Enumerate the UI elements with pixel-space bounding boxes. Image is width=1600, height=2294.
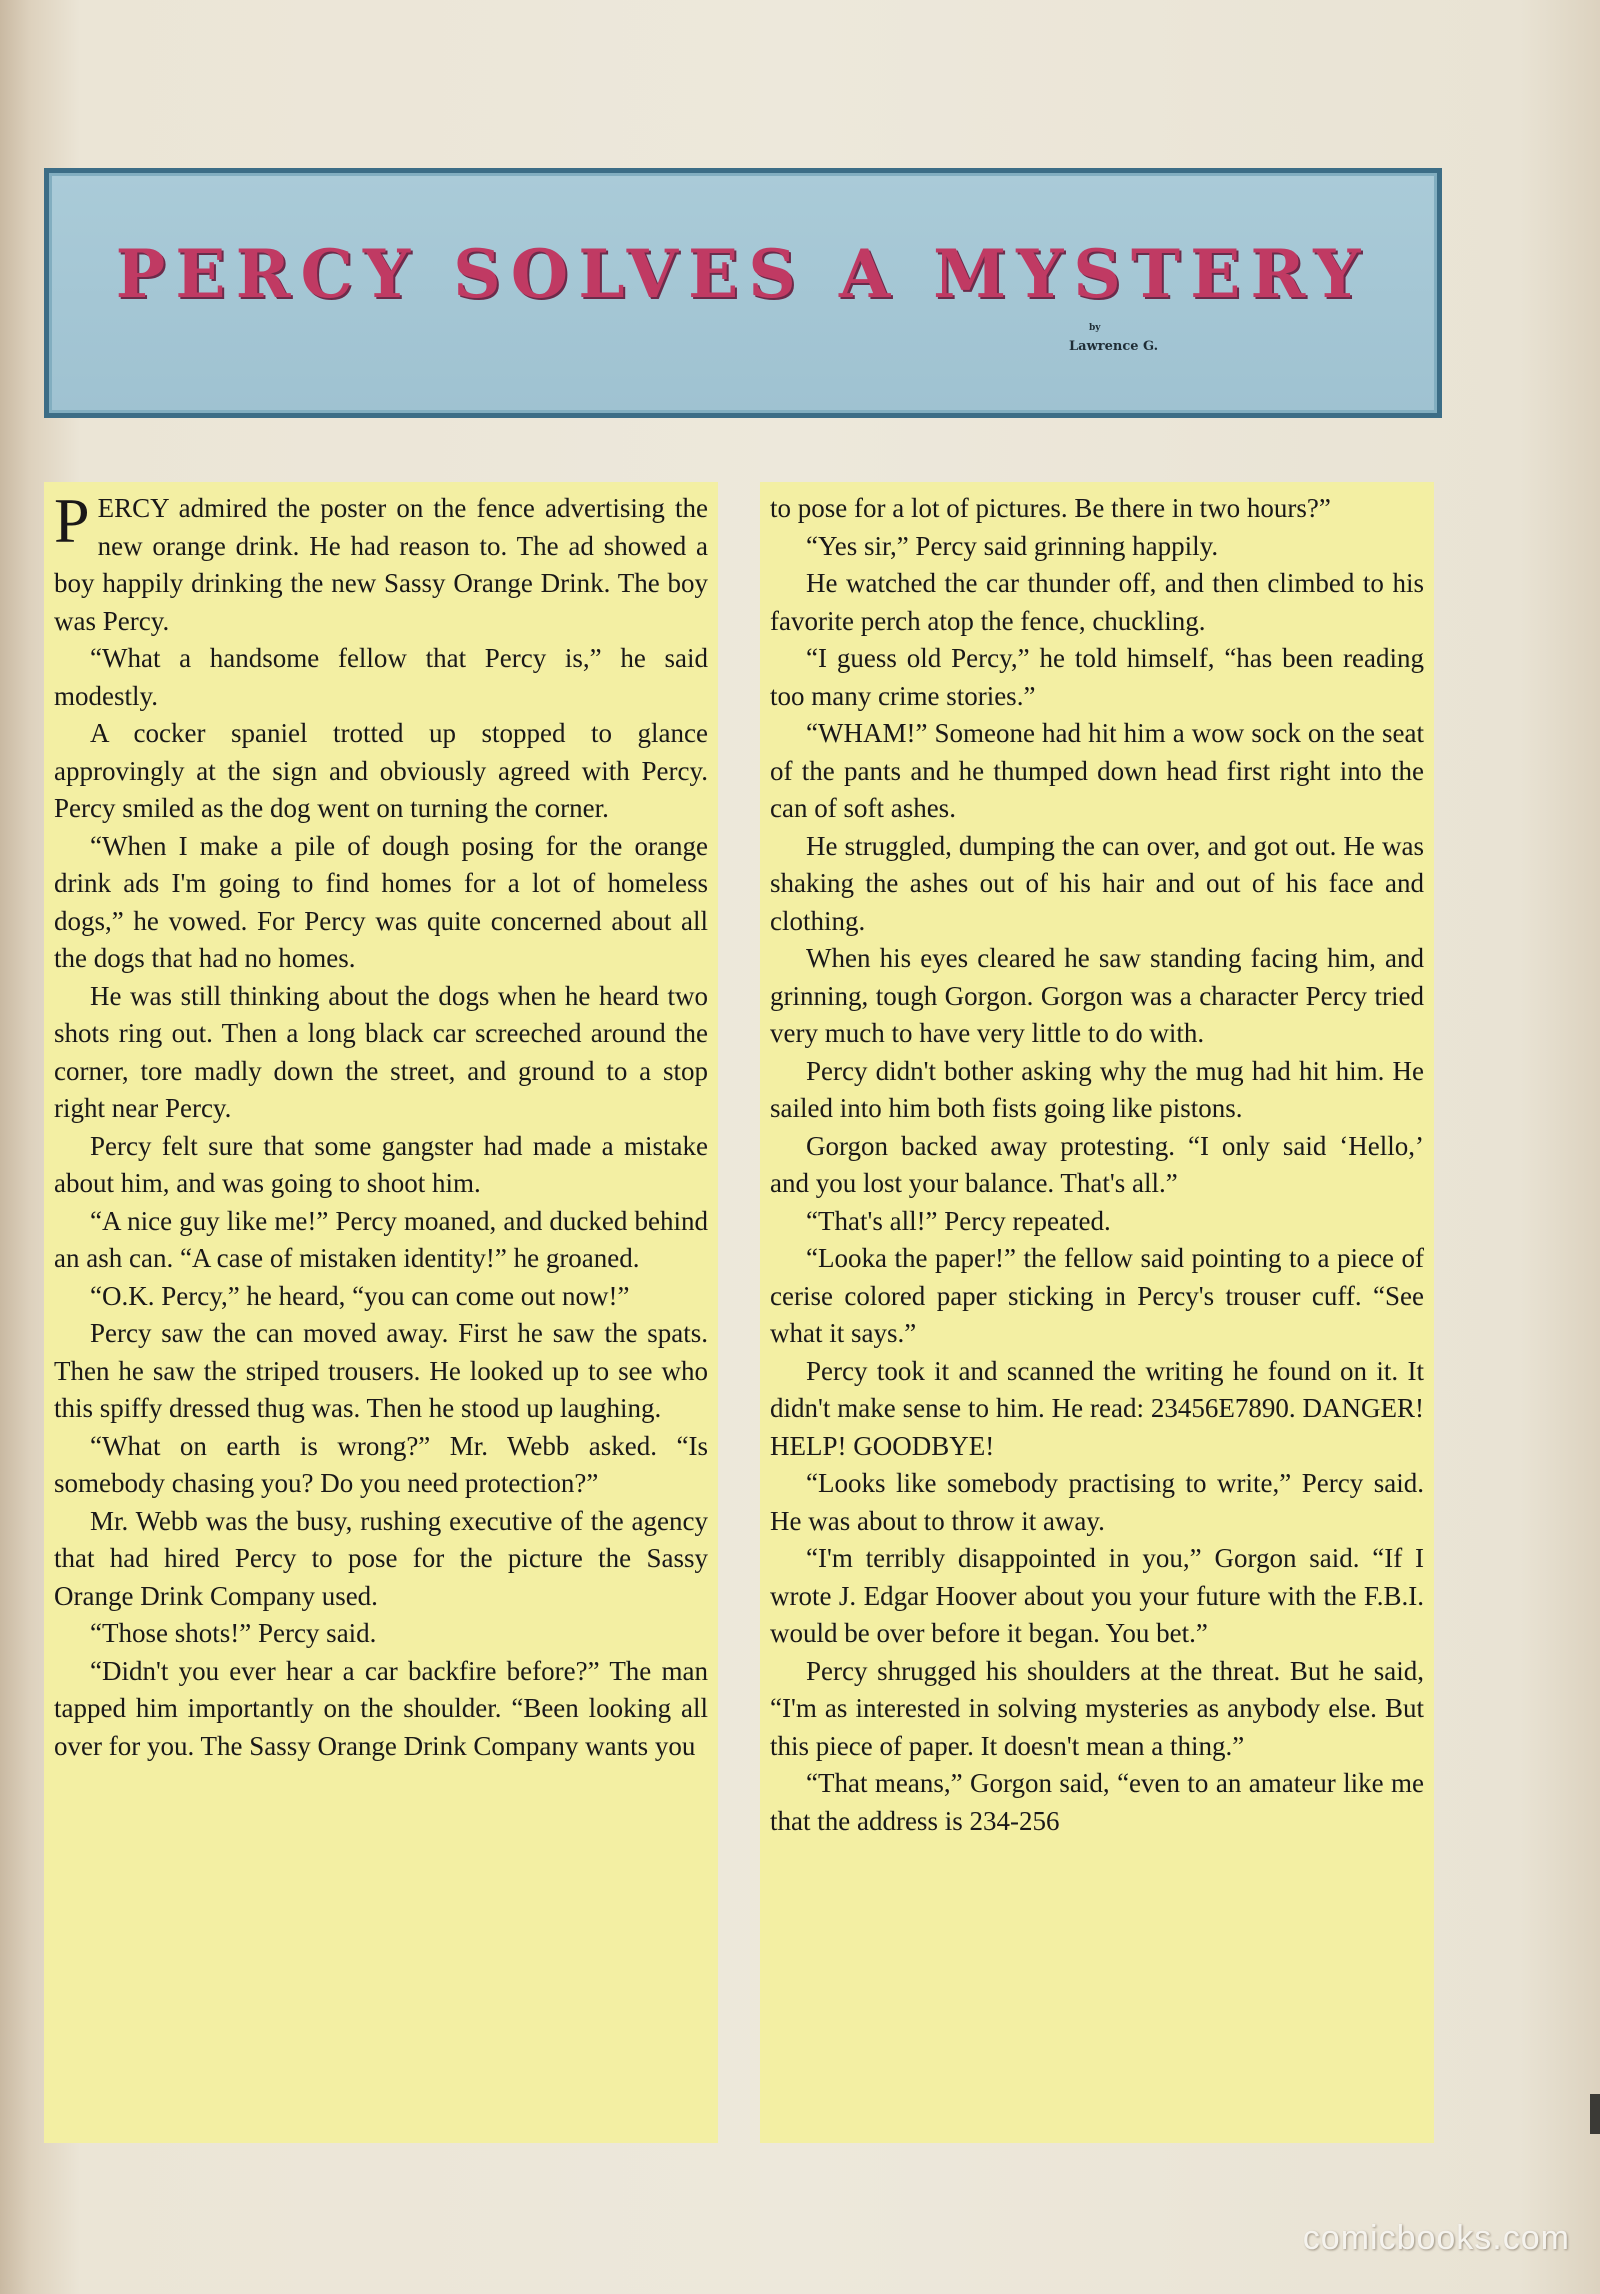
paragraph: He was still thinking about the dogs when he heard two shots ring out. Then a long black car screeched around the corner, tore madly down the street, and ground to a stop right near Percy. [54, 980, 708, 1123]
paragraph: “What a handsome fellow that Percy is,” he said modestly. [54, 643, 708, 711]
paragraph: Percy took it and scanned the writing he found on it. It didn't make sense to him. He read: 23456E7890. DANGER! HELP! GOODBYE! [770, 1355, 1424, 1461]
story-title: PERCY SOLVES A MYSTERY [115, 235, 1371, 313]
paragraph: “That means,” Gorgon said, “even to an amateur like me that the address is 234-256 [770, 1768, 1424, 1836]
paragraph: Percy shrugged his shoulders at the threat. But he said, “I'm as interested in solving mysteries as anybody else. But this piece of paper. It doesn't mean a thing.” [770, 1655, 1424, 1761]
watermark-text: comicbooks.com [1302, 2219, 1570, 2257]
paragraph: Gorgon backed away protesting. “I only said ‘Hello,’ and you lost your balance. That's all.” [770, 1130, 1424, 1198]
paragraph: “I'm terribly disappointed in you,” Gorgon said. “If I wrote J. Edgar Hoover about you your future with the F.B.I. would be over before it began. You bet.” [770, 1543, 1424, 1648]
paragraph: “When I make a pile of dough posing for the orange drink ads I'm going to find homes for a lot of homeless dogs,” he vowed. For Percy was quite concerned about all the dogs that had no homes. [54, 830, 708, 973]
paragraph: “That's all!” Percy repeated. [806, 1205, 1111, 1236]
paragraph: “Didn't you ever hear a car backfire before?” The man tapped him importantly on the shoulder. “Been looking all over for you. The Sassy Orange Drink Company wants you [54, 1655, 708, 1761]
byline [1069, 323, 1158, 354]
paragraph: Percy felt sure that some gangster had made a mistake about him, and was going to shoot him. [54, 1130, 708, 1198]
paragraph: A cocker spaniel trotted up stopped to glance approvingly at the sign and obviously agreed with Percy. Percy smiled as the dog went on turning the corner. [54, 718, 708, 823]
paragraph: When his eyes cleared he saw standing facing him, and grinning, tough Gorgon. Gorgon was a character Percy tried very much to have very little to do with. [770, 943, 1424, 1048]
title-banner [44, 168, 1442, 418]
paragraph: “I guess old Percy,” he told himself, “has been reading too many crime stories.” [770, 643, 1424, 711]
paragraph: He watched the car thunder off, and then climbed to his favorite perch atop the fence, chuckling. [770, 568, 1424, 636]
paragraph: to pose for a lot of pictures. Be there in two hours?” [770, 493, 1331, 523]
page-edge-mark [1590, 2094, 1600, 2134]
paragraph: “Looka the paper!” the fellow said pointing to a piece of cerise colored paper sticking in Percy's trouser cuff. “See what it says.” [770, 1243, 1424, 1348]
paragraph: Percy saw the can moved away. First he saw the spats. Then he saw the striped trousers. He looked up to see who this spiffy dressed thug was. Then he stood up laughing. [54, 1318, 708, 1423]
paragraph: Mr. Webb was the busy, rushing executive of the agency that had hired Percy to pose for the picture the Sassy Orange Drink Company used. [54, 1505, 708, 1611]
right-text-column [760, 482, 1434, 2143]
paragraph: “What on earth is wrong?” Mr. Webb asked. “Is somebody chasing you? Do you need protection?” [54, 1430, 708, 1498]
byline-by: by [1089, 323, 1101, 333]
paragraph: “O.K. Percy,” he heard, “you can come out now!” [90, 1280, 630, 1311]
paragraph: He struggled, dumping the can over, and got out. He was shaking the ashes out of his hair and out of his face and clothing. [770, 830, 1424, 936]
paragraph: “Yes sir,” Percy said grinning happily. [806, 530, 1219, 561]
paragraph: “A nice guy like me!” Percy moaned, and ducked behind an ash can. “A case of mistaken identity!” he groaned. [54, 1205, 708, 1273]
drop-cap: P [54, 485, 90, 556]
paragraph: “Those shots!” Percy said. [90, 1618, 377, 1648]
paragraph: Percy didn't bother asking why the mug had hit him. He sailed into him both fists going like pistons. [770, 1055, 1424, 1123]
left-text-column [44, 482, 718, 2143]
paragraph: PERCY admired the poster on the fence advertising the new orange drink. He had reason to. The ad showed a boy happily drinking the new Sassy Orange Drink. The boy was Percy. [54, 485, 708, 636]
author-name: Lawrence G. [1069, 339, 1159, 354]
paragraph: “Looks like somebody practising to write,” Percy said. He was about to throw it away. [770, 1468, 1424, 1536]
paragraph: “WHAM!” Someone had hit him a wow sock on the seat of the pants and he thumped down head first right into the can of soft ashes. [770, 718, 1424, 823]
